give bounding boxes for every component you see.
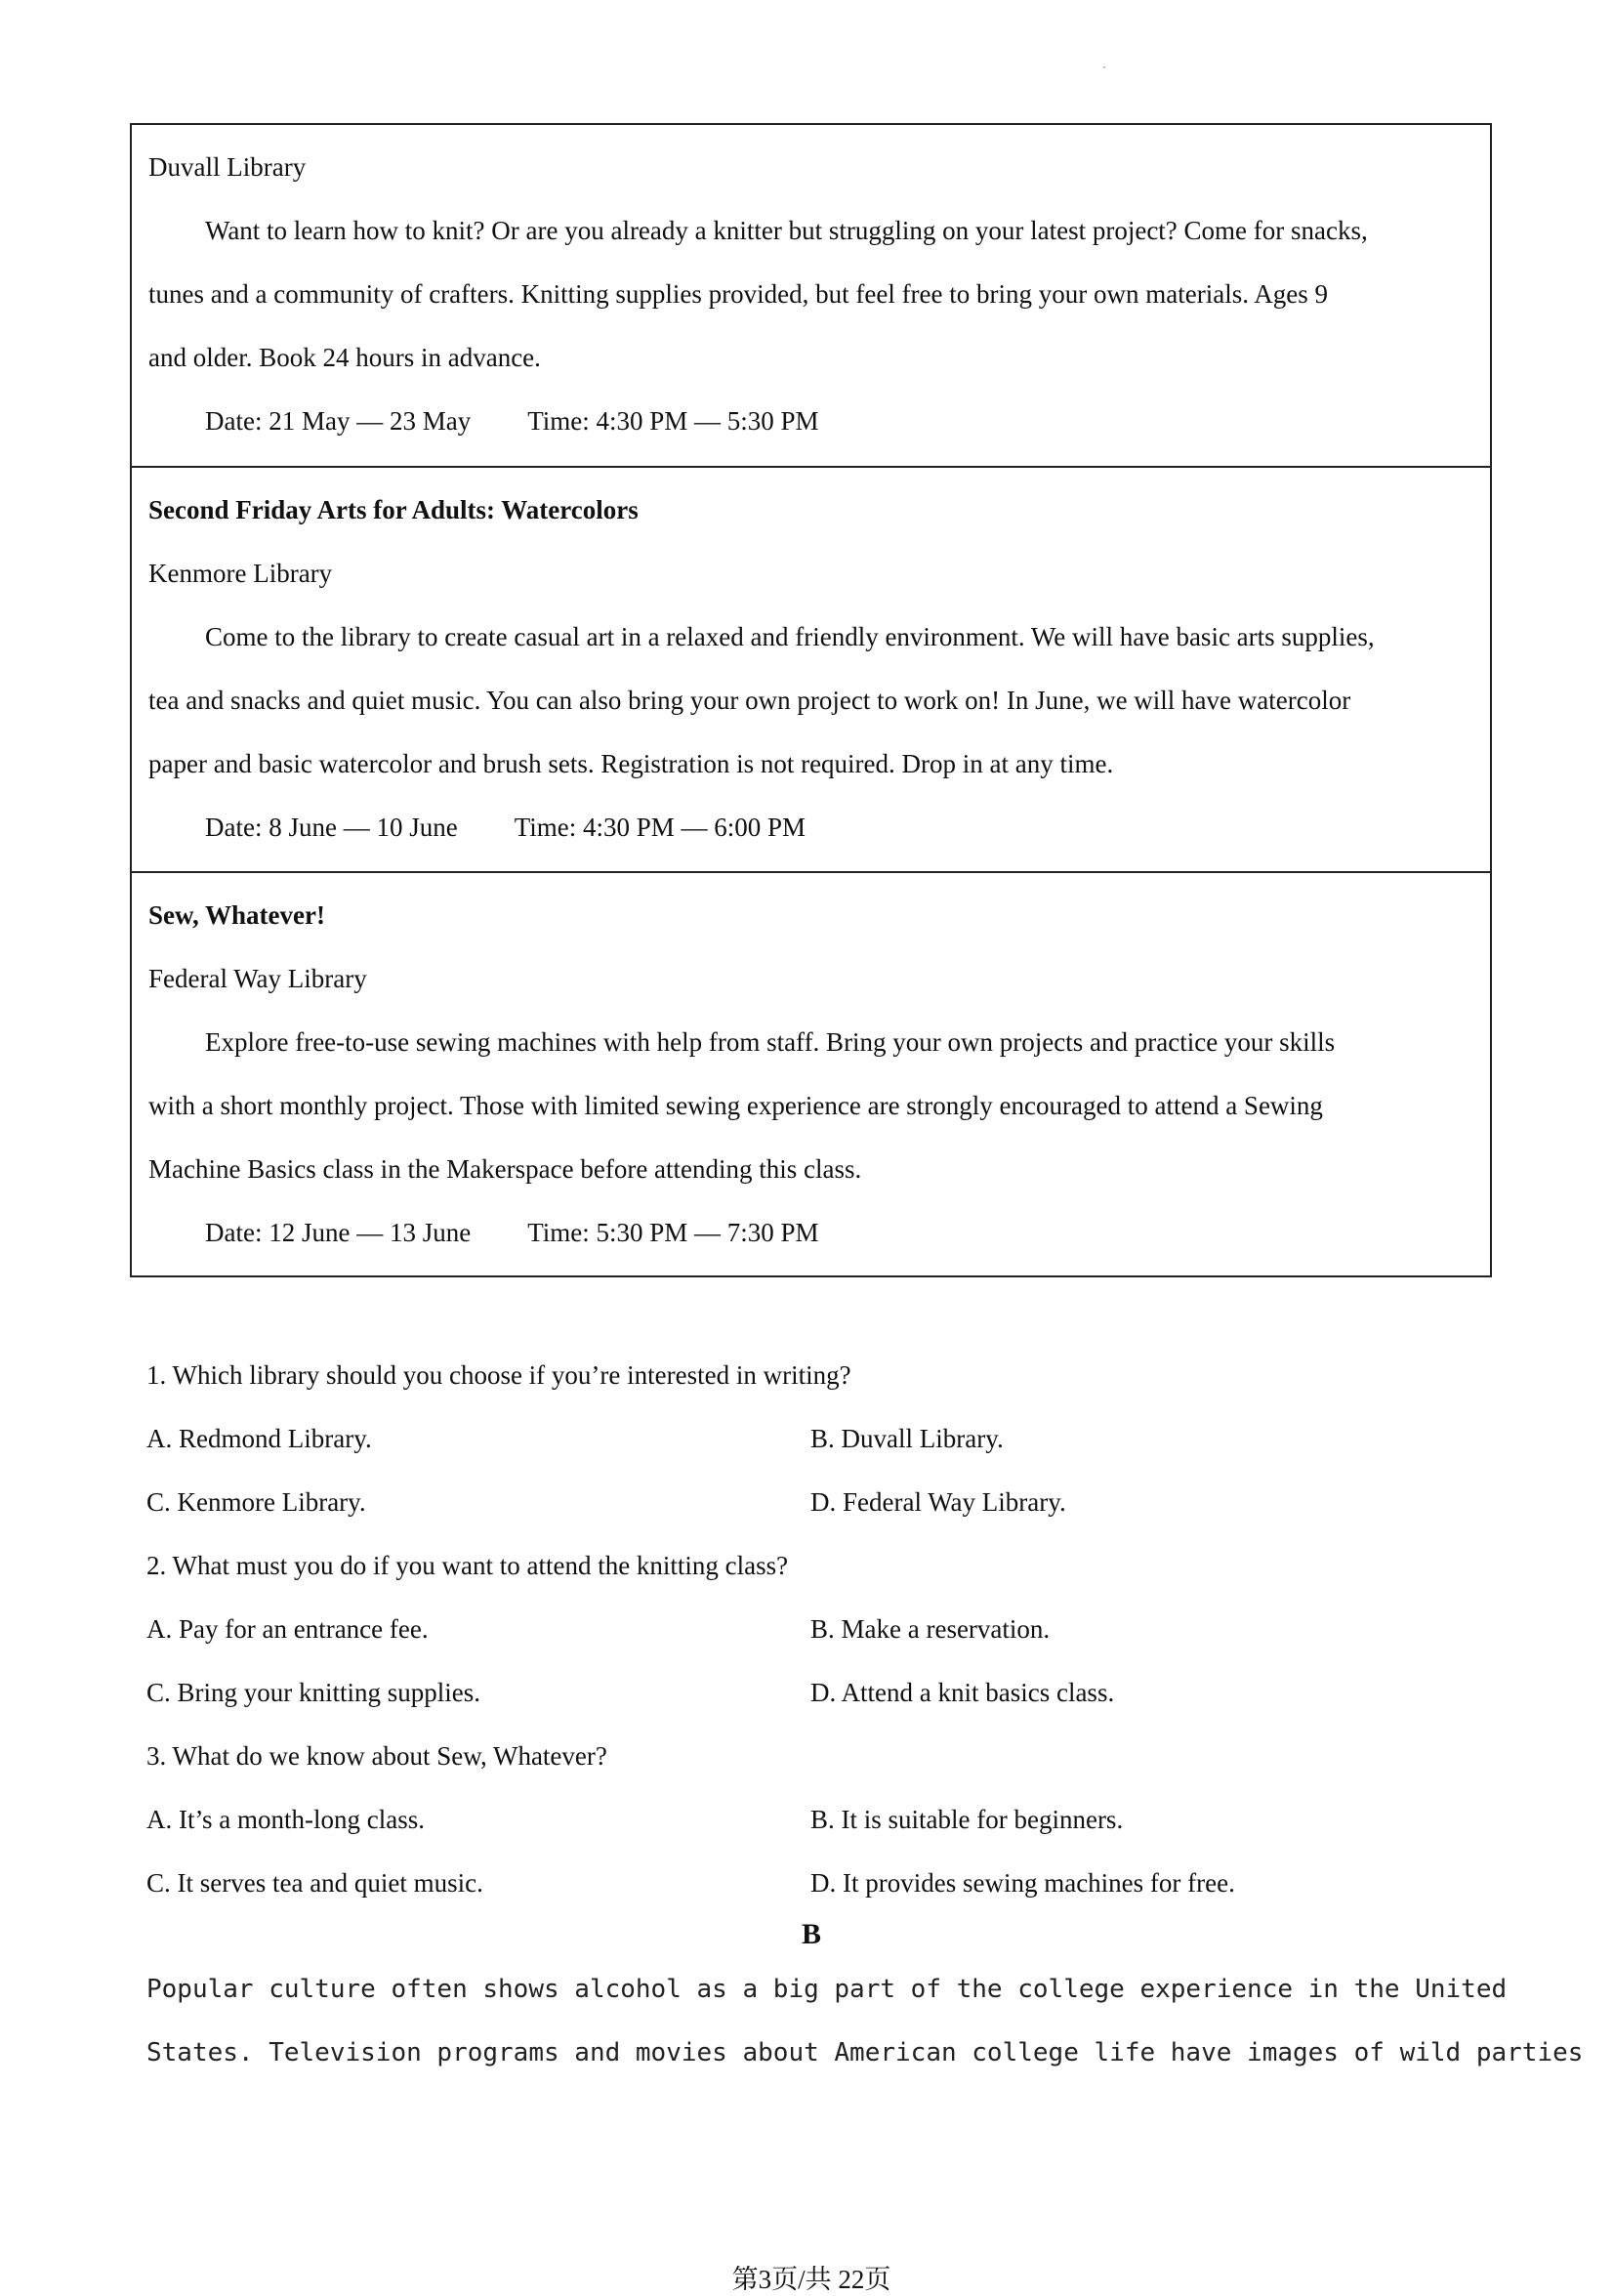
answer-option: C. Kenmore Library. (146, 1487, 366, 1517)
event-description-line: Machine Basics class in the Makerspace before attending this class. (148, 1154, 862, 1184)
page-number: 第3页/共 22页 (731, 2265, 891, 2294)
answer-option: B. Duvall Library. (810, 1424, 1004, 1453)
event-title: Second Friday Arts for Adults: Watercolors (148, 495, 639, 524)
scan-dot (1103, 66, 1105, 68)
event-description-line: and older. Book 24 hours in advance. (148, 343, 541, 372)
event-box-federal-way (132, 871, 1490, 1275)
event-time: Time: 4:30 PM — 6:00 PM (514, 813, 806, 842)
question-stem: 1. Which library should you choose if you’re interested in writing? (146, 1360, 851, 1390)
answer-option: C. It serves tea and quiet music. (146, 1868, 483, 1898)
event-box-duvall (132, 125, 1490, 466)
event-description-line: paper and basic watercolor and brush sets. Registration is not required. Drop in at any time. (148, 749, 1114, 778)
event-library: Federal Way Library (148, 964, 367, 993)
event-description-line: Want to learn how to knit? Or are you already a knitter but struggling on your latest project? Come for snacks, (205, 216, 1368, 245)
event-time: Time: 4:30 PM — 5:30 PM (527, 406, 819, 436)
event-description-line: tea and snacks and quiet music. You can also bring your own project to work on! In June, we will have watercolor (148, 686, 1351, 715)
event-date: Date: 8 June — 10 June (205, 813, 458, 842)
event-library: Kenmore Library (148, 559, 333, 588)
question-stem: 2. What must you do if you want to attend the knitting class? (146, 1551, 789, 1580)
event-title: Sew, Whatever! (148, 900, 325, 930)
event-date: Date: 21 May — 23 May (205, 406, 472, 436)
answer-option: A. Redmond Library. (146, 1424, 372, 1453)
event-box-kenmore (132, 466, 1490, 871)
passage-line: Popular culture often shows alcohol as a big part of the college experience in the United (146, 1975, 1508, 2004)
answer-option: C. Bring your knitting supplies. (146, 1678, 481, 1707)
event-schedule (205, 813, 806, 842)
event-description-line: with a short monthly project. Those with limited sewing experience are strongly encouraged to attend a Sewing (148, 1091, 1323, 1120)
answer-option: B. It is suitable for beginners. (810, 1805, 1124, 1834)
answer-option: B. Make a reservation. (810, 1614, 1051, 1644)
event-schedule (205, 1218, 819, 1247)
event-description-line: tunes and a community of crafters. Knitting supplies provided, but feel free to bring your own materials. Ages 9 (148, 279, 1328, 309)
answer-option: D. It provides sewing machines for free. (810, 1868, 1235, 1898)
event-schedule (205, 406, 819, 436)
section-heading: B (801, 1918, 821, 1950)
passage-line: States. Television programs and movies about American college life have images of wild parties (146, 2038, 1584, 2067)
event-library: Duvall Library (148, 152, 307, 182)
event-date: Date: 12 June — 13 June (205, 1218, 472, 1247)
answer-option: D. Attend a knit basics class. (810, 1678, 1115, 1707)
event-time: Time: 5:30 PM — 7:30 PM (527, 1218, 819, 1247)
answer-option: D. Federal Way Library. (810, 1487, 1066, 1517)
events-table (130, 123, 1492, 1277)
answer-option: A. It’s a month-long class. (146, 1805, 425, 1834)
event-description-line: Come to the library to create casual art in a relaxed and friendly environment. We will have basic arts supplies, (205, 622, 1375, 651)
event-description-line: Explore free-to-use sewing machines with help from staff. Bring your own projects and practice your skills (205, 1027, 1336, 1057)
answer-option: A. Pay for an entrance fee. (146, 1614, 429, 1644)
question-stem: 3. What do we know about Sew, Whatever? (146, 1741, 607, 1771)
